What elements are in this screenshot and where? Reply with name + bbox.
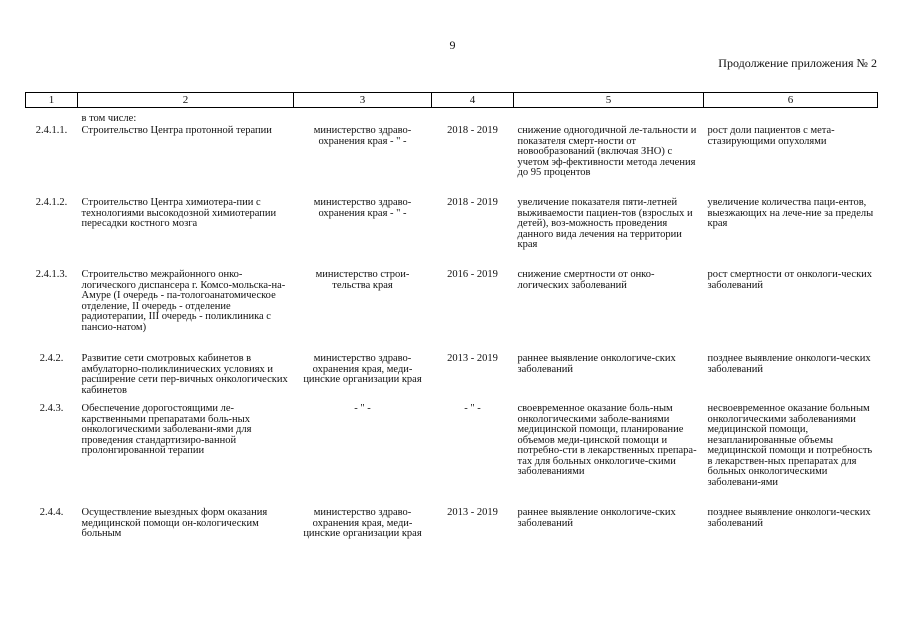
row-activity: Осуществление выездных форм оказания медицинской помощи он-кологическим больным xyxy=(81,507,268,539)
row-executor: министерство здраво-охранения края - " - xyxy=(313,197,412,219)
column-header: 5 xyxy=(514,93,704,108)
row-activity: Строительство Центра химиотера-пии с технологиями высокодозной химиотерапии пересадки костного мозга xyxy=(81,197,277,229)
column-header: 1 xyxy=(26,93,78,108)
row-risk: рост смертности от онкологи-ческих заболеваний xyxy=(707,269,873,291)
row-number: 2.4.1.2. xyxy=(35,197,68,208)
page-number: 9 xyxy=(449,38,456,52)
row-executor: министерство строи-тельства края xyxy=(315,269,410,291)
row-executor: министерство здраво-охранения края - " - xyxy=(313,125,412,147)
row-number: 2.4.1.1. xyxy=(35,125,68,136)
table-row xyxy=(26,404,878,508)
row-number: 2.4.1.3. xyxy=(35,269,68,280)
table-row xyxy=(26,198,878,270)
row-period: 2013 - 2019 xyxy=(447,507,498,518)
row-number: 2.4.3. xyxy=(39,403,64,414)
table-row xyxy=(26,126,878,198)
row-period: 2018 - 2019 xyxy=(447,125,498,136)
row-executor: - " - xyxy=(354,403,371,414)
column-number-header xyxy=(26,93,878,108)
measures-table xyxy=(25,92,878,548)
row-executor: министерство здраво-охранения края, меди-цинские организации края xyxy=(303,507,422,539)
row-activity: Развитие сети смотровых кабинетов в амбулаторно-поликлинических условиях и расширение сети пер-вичных онкологических кабинетов xyxy=(81,353,288,396)
column-header: 3 xyxy=(294,93,432,108)
row-risk: позднее выявление онкологи-ческих заболеваний xyxy=(707,507,871,529)
row-risk: рост доли пациентов с мета-стазирующими опухолями xyxy=(707,125,835,147)
row-risk: позднее выявление онкологи-ческих заболеваний xyxy=(707,353,871,375)
column-header: 6 xyxy=(704,93,878,108)
row-period: 2018 - 2019 xyxy=(447,197,498,208)
row-result: снижение смертности от онко-логических заболеваний xyxy=(517,269,655,291)
row-risk: несвоевременное оказание больным онкологическими заболеваниями медицинской помощи, незапланированные объемы медицинской помощи и потребность в лекарствен-ных препаратах для больных онкологическими заболевани-ями xyxy=(707,403,873,488)
row-risk: увеличение количества паци-ентов, выезжающих на лече-ние за пределы края xyxy=(707,197,874,229)
row-period: 2013 - 2019 xyxy=(447,353,498,364)
row-period: 2016 - 2019 xyxy=(447,269,498,280)
subheader-row xyxy=(26,108,878,127)
column-header: 4 xyxy=(432,93,514,108)
row-activity: Строительство Центра протонной терапии xyxy=(81,125,272,136)
table-row xyxy=(26,508,878,548)
table-row xyxy=(26,270,878,354)
row-result: своевременное оказание боль-ным онкологическими заболе-ваниями медицинской помощи, планирование объемов меди-цинской помощи и потребно-сти в лекарственных препара-тах для больных онкологиче-скими заболеваниями xyxy=(517,403,697,477)
row-activity: Обеспечение дорогостоящими ле-карственными препаратами боль-ных онкологическими заболевани-ями для проведения стандартизиро-ванной пролонгированной терапии xyxy=(81,403,252,456)
row-activity: Строительство межрайонного онко-логического диспансера г. Комсо-мольска-на-Амуре (I очередь - па-тологоанатомическое отделение, II очередь - отделение радиотерапии, III очередь - поликлиника с пансио-натом) xyxy=(81,269,286,333)
table-row xyxy=(26,354,878,404)
row-result: снижение одногодичной ле-тальности и показателя смерт-ности от новообразований (включая ЗНО) с учетом эф-фективности метода лечения до 95 процентов xyxy=(517,125,697,178)
row-executor: министерство здраво-охранения края, меди-цинские организации края xyxy=(303,353,422,385)
row-period: - " - xyxy=(464,403,481,414)
subheader-text: в том числе: xyxy=(81,113,137,124)
row-result: увеличение показателя пяти-летней выживаемости пациен-тов (взрослых и детей), воз-можность проведения данного вида лечения на территории края xyxy=(517,197,693,250)
row-number: 2.4.4. xyxy=(39,507,64,518)
row-result: раннее выявление онкологиче-ских заболеваний xyxy=(517,507,676,529)
row-number: 2.4.2. xyxy=(39,353,64,364)
appendix-continuation-label: Продолжение приложения № 2 xyxy=(718,56,877,70)
row-result: раннее выявление онкологиче-ских заболеваний xyxy=(517,353,676,375)
column-header: 2 xyxy=(78,93,294,108)
